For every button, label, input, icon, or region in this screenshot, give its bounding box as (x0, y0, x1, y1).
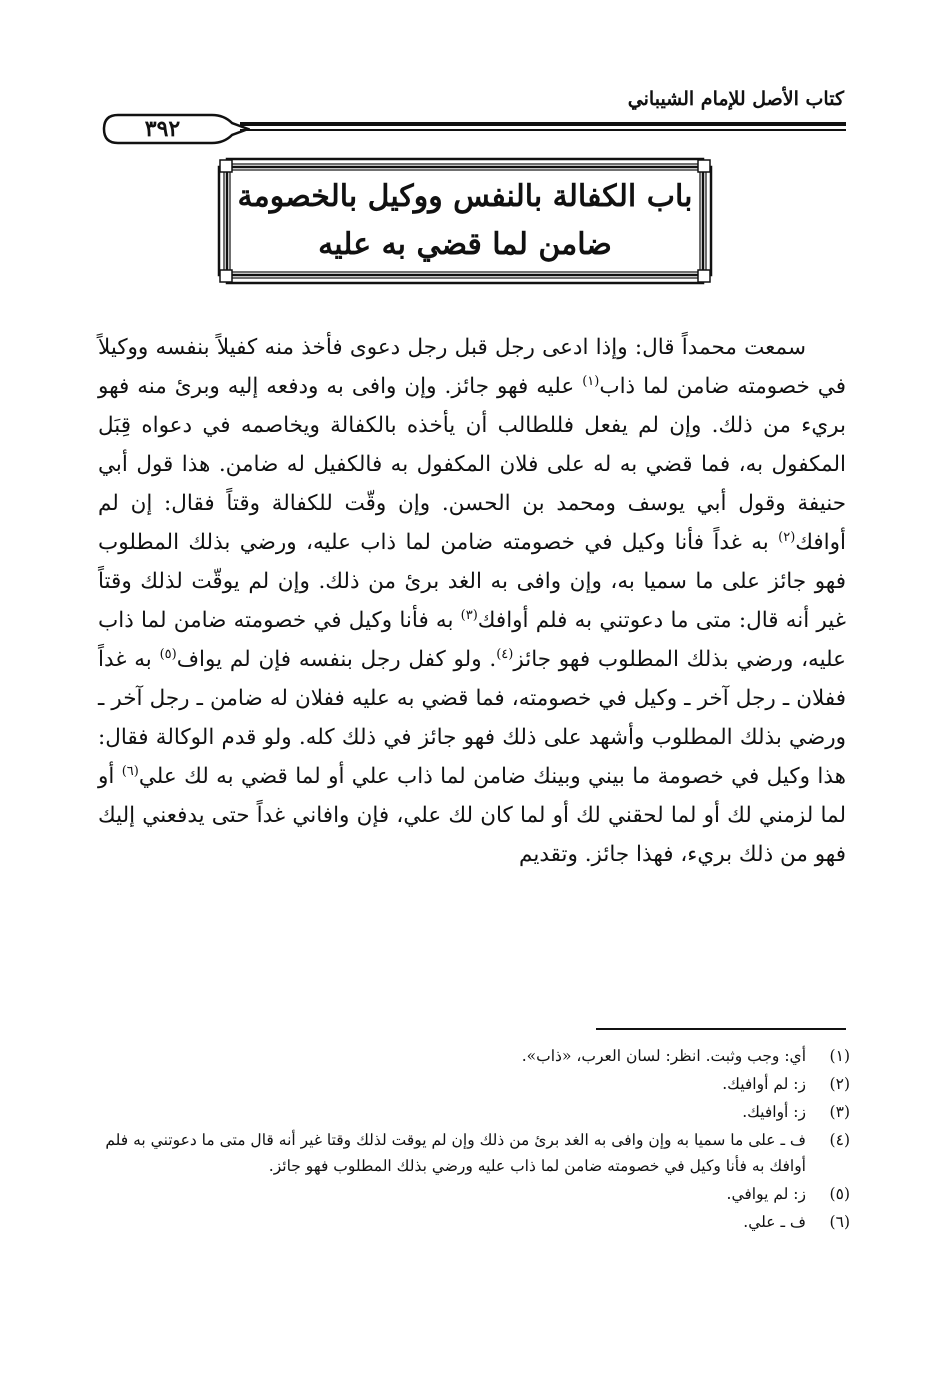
footnote-ref: (١) (582, 373, 600, 389)
footnote-item (100, 1181, 850, 1207)
page-number-badge (100, 111, 250, 147)
footnote-text: أي: وجب وثبت. انظر: لسان العرب، «ذاب». (521, 1047, 806, 1065)
body-text-segment: أو لما لزمني لك أو لما لحقني لك أو لما كان لك علي، فإن وافاني غداً حتى يدفعني إليك فهو من ذلك بريء، فهذا جائز. وتقديم (98, 764, 846, 867)
footnote-item (100, 1209, 850, 1235)
footnote-number: (٢) (829, 1075, 850, 1093)
page-number: ٣٩٢ (144, 116, 181, 142)
running-head-title: كتاب الأصل للإمام الشيباني (627, 88, 844, 110)
footnote-ref: (٤) (496, 646, 514, 662)
footnote-item (100, 1127, 850, 1179)
chapter-title-line-2: ضامن لما قضي به عليه (318, 227, 612, 262)
chapter-title-frame (217, 157, 713, 285)
footnote-text: ف ـ على ما سميا به وإن وافى به الغد برئ من ذلك وإن لم يوقت لذلك وقتا غير أنه قال متى ما دعوتني به فلم أوافك به فأنا وكيل في خصومته ضامن لما ذاب عليه ورضي بذلك المطلوب فهو جائز. (105, 1131, 806, 1175)
footnote-item (100, 1071, 850, 1097)
footnotes-section (100, 1043, 850, 1237)
footnote-ref: (٣) (460, 607, 478, 623)
footnote-text: ز: أوافيك. (742, 1103, 806, 1121)
footnote-ref: (٦) (121, 763, 139, 779)
footnote-ref: (٥) (159, 646, 177, 662)
header-rule (240, 122, 846, 132)
body-text-segment: . ولو كفل رجل بنفسه فإن لم يواف (176, 647, 497, 672)
footnote-text: ف ـ علي. (743, 1213, 806, 1231)
body-text-segment: سمعت محمداً قال: وإذا ادعى رجل قبل رجل دعوى فأخذ منه كفيلاً بنفسه ووكيلاً في خصومته ضامن لما ذاب (98, 335, 846, 399)
body-text-segment: به غداً ففلان ـ رجل آخر ـ وكيل في خصومته، فما قضي به عليه ففلان له ضامن ـ رجل آخر ـ ورضي بذلك المطلوب وأشهد على ذلك فهو جائز في ذلك كله. ولو قدم الوكالة فقال: هذا وكيل في خصومة ما بيني وبينك ضامن لما ذاب علي أو لما قضي به لك علي (98, 647, 846, 789)
footnote-ref: (٢) (778, 529, 796, 545)
footnote-number: (٤) (829, 1131, 850, 1149)
footnote-number: (٥) (829, 1185, 850, 1203)
body-text-segment: به فأنا وكيل في خصومته ضامن لما ذاب عليه، ورضي بذلك المطلوب فهو جائز (98, 608, 847, 672)
footnote-item (100, 1099, 850, 1125)
footnote-separator (596, 1028, 846, 1030)
body-text-segment: عليه فهو جائز. وإن وافى به ودفعه إليه وبرئ منه فهو بريء من ذلك. وإن لم يفعل فللطالب أن يأخذه بالكفالة ويخاصمه في دعواه قِبَل المكفول به، فما قضي به له على فلان المكفول به فالكفيل له ضامن. هذا قول أبي حنيفة وقول أبي يوسف ومحمد بن الحسن. وإن وقّت للكفالة وقتاً فقال: إن لم أوافك (98, 374, 846, 555)
body-text-segment: به غداً فأنا وكيل في خصومته ضامن لما ذاب عليه، ورضي بذلك المطلوب فهو جائز على ما سميا به، وإن وافى به الغد برئ من ذلك. وإن لم يوقّت لذلك وقتاً غير أنه قال: متى ما دعوتني به فلم أوافك (98, 530, 847, 633)
footnote-text: ز: لم يوافي. (726, 1185, 806, 1203)
footnote-text: ز: لم أوافيك. (722, 1075, 806, 1093)
footnote-item (100, 1043, 850, 1069)
body-paragraph (98, 328, 846, 874)
footnote-number: (٦) (829, 1213, 850, 1231)
footnote-number: (١) (829, 1047, 850, 1065)
footnote-number: (٣) (829, 1103, 850, 1121)
chapter-title-line-1: باب الكفالة بالنفس ووكيل بالخصومة (237, 179, 693, 214)
